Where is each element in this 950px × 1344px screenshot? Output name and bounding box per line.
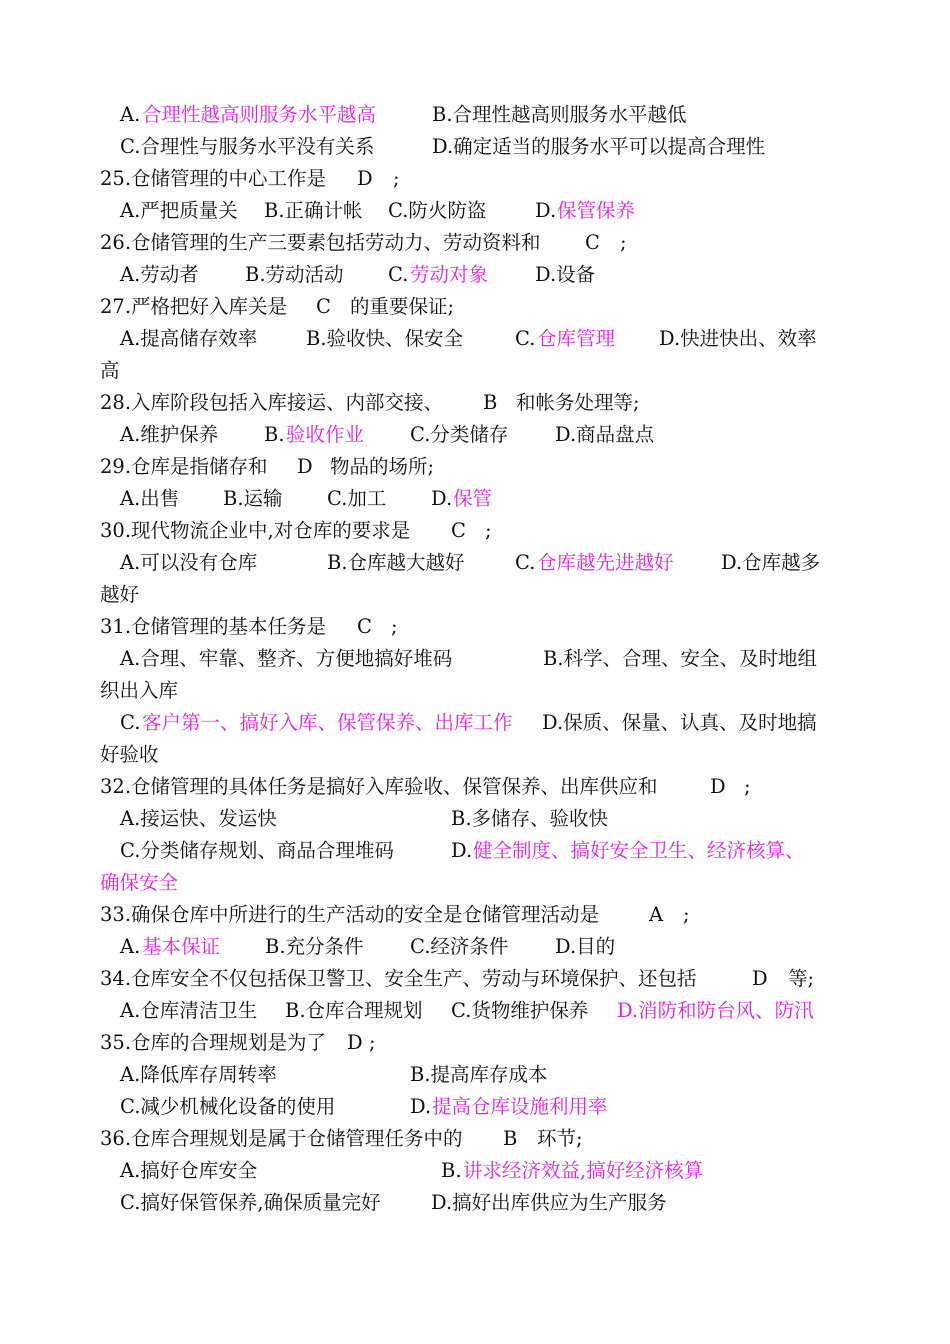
text-line: [0, 195, 950, 227]
text-segment: 高: [100, 359, 120, 382]
text-segment: D.目的: [555, 935, 616, 958]
text-segment: D.确定适当的服务水平可以提高合理性: [432, 135, 766, 158]
text-line: [0, 483, 950, 515]
answer-highlight: 健全制度、搞好安全卫生、经济核算、: [473, 839, 805, 862]
text-line: [0, 835, 950, 867]
text-segment: 28.入库阶段包括入库接运、内部交接、: [100, 391, 444, 414]
text-segment: C.减少机械化设备的使用: [120, 1095, 336, 1118]
text-line: [0, 387, 950, 419]
text-segment: B.提高库存成本: [410, 1063, 548, 1086]
text-line: [0, 163, 950, 195]
answer-highlight: 客户第一、搞好入库、保管保养、出库工作: [142, 711, 513, 734]
text-line: [0, 355, 950, 387]
text-segment: A.仓库清洁卫生: [120, 999, 258, 1022]
answer-highlight: 仓库越先进越好: [537, 551, 674, 574]
text-segment: ;: [620, 231, 627, 254]
text-segment: 31.仓储管理的基本任务是: [100, 615, 327, 638]
text-segment: A: [649, 903, 664, 926]
text-segment: C.分类储存: [410, 423, 509, 446]
text-segment: B.充分条件: [265, 935, 364, 958]
text-segment: 物品的场所;: [330, 455, 435, 478]
text-segment: ;: [683, 903, 690, 926]
text-segment: A.可以没有仓库: [120, 551, 258, 574]
text-line: [0, 131, 950, 163]
text-segment: D.: [410, 1095, 432, 1118]
text-line: [0, 99, 950, 131]
text-line: [0, 1027, 950, 1059]
text-line: [0, 419, 950, 451]
text-line: [0, 1155, 950, 1187]
text-line: [0, 643, 950, 675]
text-line: [0, 451, 950, 483]
text-segment: B.仓库越大越好: [327, 551, 465, 574]
text-segment: A.合理、牢靠、整齐、方便地搞好堆码: [120, 647, 453, 670]
text-line: [0, 707, 950, 739]
text-line: [0, 227, 950, 259]
text-segment: A.维护保养: [120, 423, 219, 446]
text-segment: D.快进快出、效率: [659, 327, 817, 350]
text-segment: D: [357, 167, 373, 190]
text-segment: B: [503, 1127, 518, 1150]
text-segment: 34.仓库安全不仅包括保卫警卫、安全生产、劳动与环境保护、还包括: [100, 967, 697, 990]
text-segment: ;: [369, 1031, 376, 1054]
text-segment: D.商品盘点: [555, 423, 655, 446]
text-segment: D.搞好出库供应为生产服务: [431, 1191, 667, 1214]
text-segment: C.: [388, 263, 409, 286]
text-segment: 的重要保证;: [350, 295, 455, 318]
text-line: [0, 931, 950, 963]
text-segment: B.正确计帐: [264, 199, 363, 222]
text-segment: B.: [264, 423, 285, 446]
text-line: [0, 771, 950, 803]
text-segment: A.: [120, 103, 141, 126]
text-line: [0, 323, 950, 355]
text-segment: 环节;: [537, 1127, 583, 1150]
text-line: [0, 547, 950, 579]
text-segment: A.降低库存周转率: [120, 1063, 277, 1086]
answer-highlight: 讲求经济效益,搞好经济核算: [463, 1159, 704, 1182]
text-segment: D: [710, 775, 726, 798]
text-segment: C.货物维护保养: [451, 999, 589, 1022]
text-segment: B.仓库合理规划: [285, 999, 423, 1022]
answer-highlight: 保管: [453, 487, 493, 510]
text-line: [0, 739, 950, 771]
text-line: [0, 291, 950, 323]
text-line: [0, 803, 950, 835]
text-segment: 35.仓库的合理规划是为了: [100, 1031, 327, 1054]
text-line: [0, 963, 950, 995]
text-line: [0, 579, 950, 611]
text-segment: ;: [485, 519, 492, 542]
answer-highlight: 基本保证: [142, 935, 221, 958]
text-segment: A.: [120, 935, 141, 958]
text-segment: D.设备: [535, 263, 596, 286]
text-segment: ;: [744, 775, 751, 798]
text-segment: C: [316, 295, 331, 318]
text-segment: 32.仓储管理的具体任务是搞好入库验收、保管保养、出库供应和: [100, 775, 658, 798]
text-segment: 织出入库: [100, 679, 179, 702]
text-segment: 好验收: [100, 743, 159, 766]
text-line: [0, 611, 950, 643]
answer-highlight: 确保安全: [100, 871, 179, 894]
text-segment: D: [297, 455, 313, 478]
text-segment: ;: [393, 167, 400, 190]
text-segment: 29.仓库是指储存和: [100, 455, 268, 478]
text-segment: B.科学、合理、安全、及时地组: [543, 647, 818, 670]
text-segment: D: [347, 1031, 363, 1054]
text-segment: C.: [515, 327, 536, 350]
text-line: [0, 1123, 950, 1155]
text-segment: A.接运快、发运快: [120, 807, 277, 830]
text-segment: C: [357, 615, 372, 638]
text-segment: 等;: [788, 967, 815, 990]
answer-highlight: 保管保养: [557, 199, 636, 222]
answer-highlight: 验收作业: [286, 423, 365, 446]
text-segment: C: [585, 231, 600, 254]
text-segment: D.仓库越多: [721, 551, 821, 574]
text-segment: D.: [451, 839, 473, 862]
text-segment: A.劳动者: [120, 263, 199, 286]
answer-highlight: 合理性越高则服务水平越高: [142, 103, 377, 126]
text-segment: C.分类储存规划、商品合理堆码: [120, 839, 394, 862]
text-segment: 26.仓储管理的生产三要素包括劳动力、劳动资料和: [100, 231, 541, 254]
text-segment: 30.现代物流企业中,对仓库的要求是: [100, 519, 411, 542]
text-segment: A.严把质量关: [120, 199, 238, 222]
text-segment: A.提高储存效率: [120, 327, 258, 350]
text-segment: B: [483, 391, 498, 414]
text-segment: C.加工: [327, 487, 387, 510]
text-segment: C: [451, 519, 466, 542]
text-segment: 越好: [100, 583, 140, 606]
text-line: [0, 867, 950, 899]
text-line: [0, 1091, 950, 1123]
text-segment: 和帐务处理等;: [516, 391, 640, 414]
text-segment: D: [752, 967, 768, 990]
text-line: [0, 259, 950, 291]
text-segment: C.: [120, 711, 141, 734]
text-segment: C.防火防盗: [388, 199, 487, 222]
text-line: [0, 1187, 950, 1219]
text-segment: B.合理性越高则服务水平越低: [432, 103, 687, 126]
text-segment: B.: [441, 1159, 462, 1182]
text-segment: B.验收快、保安全: [306, 327, 464, 350]
text-segment: D.: [431, 487, 453, 510]
text-segment: 36.仓库合理规划是属于仓储管理任务中的: [100, 1127, 463, 1150]
text-segment: 27.严格把好入库关是: [100, 295, 288, 318]
text-segment: B.运输: [223, 487, 283, 510]
text-line: [0, 1059, 950, 1091]
answer-highlight: 劳动对象: [410, 263, 489, 286]
text-segment: 25.仓储管理的中心工作是: [100, 167, 327, 190]
text-line: [0, 995, 950, 1027]
text-segment: C.搞好保管保养,确保质量完好: [120, 1191, 381, 1214]
text-segment: A.出售: [120, 487, 180, 510]
answer-highlight: 仓库管理: [537, 327, 616, 350]
text-line: [0, 899, 950, 931]
text-segment: 33.确保仓库中所进行的生产活动的安全是仓储管理活动是: [100, 903, 600, 926]
answer-highlight: 提高仓库设施利用率: [432, 1095, 608, 1118]
text-segment: C.: [515, 551, 536, 574]
text-segment: A.搞好仓库安全: [120, 1159, 258, 1182]
text-segment: D.: [535, 199, 557, 222]
text-segment: B.劳动活动: [245, 263, 344, 286]
text-segment: B.多储存、验收快: [451, 807, 609, 830]
text-line: [0, 675, 950, 707]
answer-highlight: D.消防和防台风、防汛: [617, 999, 814, 1022]
text-line: [0, 515, 950, 547]
text-segment: ;: [391, 615, 398, 638]
text-segment: C.经济条件: [410, 935, 509, 958]
text-segment: C.合理性与服务水平没有关系: [120, 135, 375, 158]
text-segment: D.保质、保量、认真、及时地搞: [542, 711, 817, 734]
